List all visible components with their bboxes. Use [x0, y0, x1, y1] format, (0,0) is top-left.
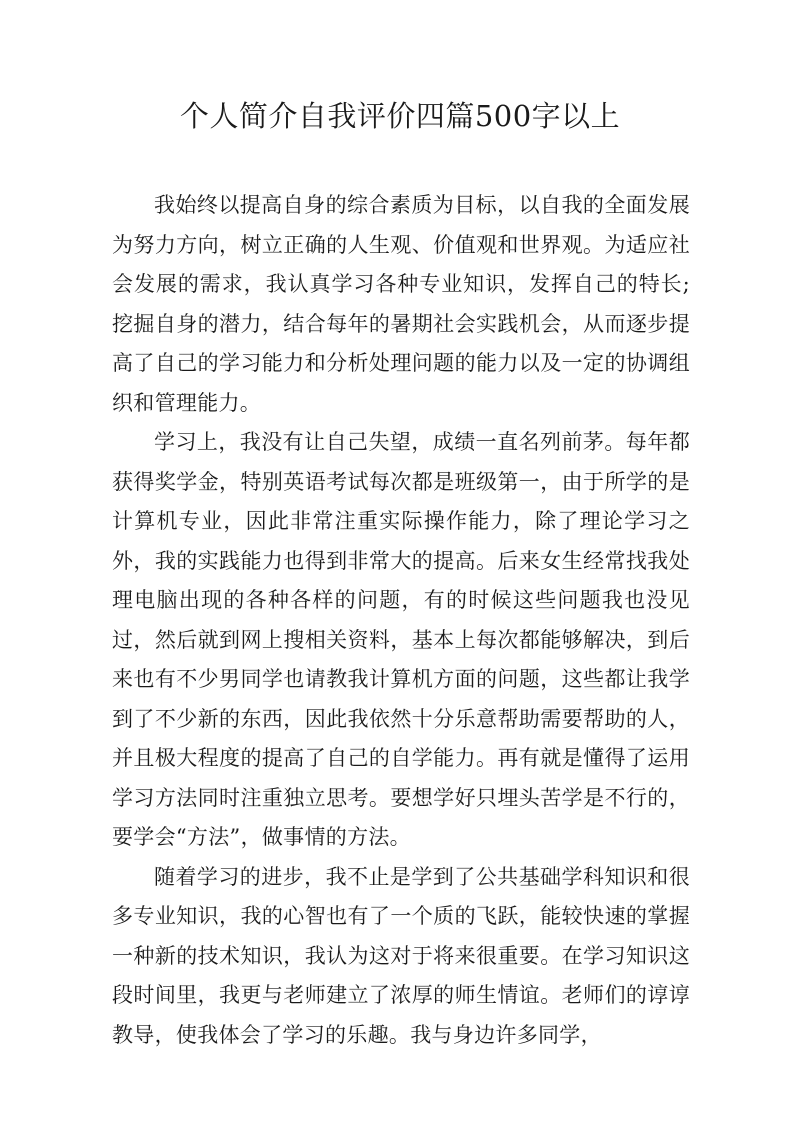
document-title: 个人简介自我评价四篇500字以上 — [179, 99, 621, 133]
paragraph-1: 我始终以提高自身的综合素质为目标，以自我的全面发展为努力方向，树立正确的人生观、价值观和世界观。为适应社会发展的需求，我认真学习各种专业知识，发挥自己的特长;挖掘自身的潜力，结合每年的暑期社会实践机会，从而逐步提高了自己的学习能力和分析处理问题的能力以及一定的协调组织和管理能力。 — [112, 193, 690, 415]
paragraph-3: 随着学习的进步，我不止是学到了公共基础学科知识和很多专业知识，我的心智也有了一个质的飞跃，能较快速的掌握一种新的技术知识，我认为这对于将来很重要。在学习知识这段时间里，我更与老师建立了浓厚的师生情谊。老师们的谆谆教导，使我体会了学习的乐趣。我与身边许多同学， — [112, 864, 690, 1047]
document-body — [112, 186, 690, 1055]
paragraph-2: 学习上，我没有让自己失望，成绩一直名列前茅。每年都获得奖学金，特别英语考试每次都是班级第一，由于所学的是计算机专业，因此非常注重实际操作能力，除了理论学习之外，我的实践能力也得到非常大的提高。后来女生经常找我处理电脑出现的各种各样的问题，有的时候这些问题我也没见过，然后就到网上搜相关资料，基本上每次都能够解决，到后来也有不少男同学也请教我计算机方面的问题，这些都让我学到了不少新的东西，因此我依然十分乐意帮助需要帮助的人，并且极大程度的提高了自己的自学能力。再有就是懂得了运用学习方法同时注重独立思考。要想学好只埋头苦学是不行的，要学会“方法”，做事情的方法。 — [112, 430, 690, 849]
